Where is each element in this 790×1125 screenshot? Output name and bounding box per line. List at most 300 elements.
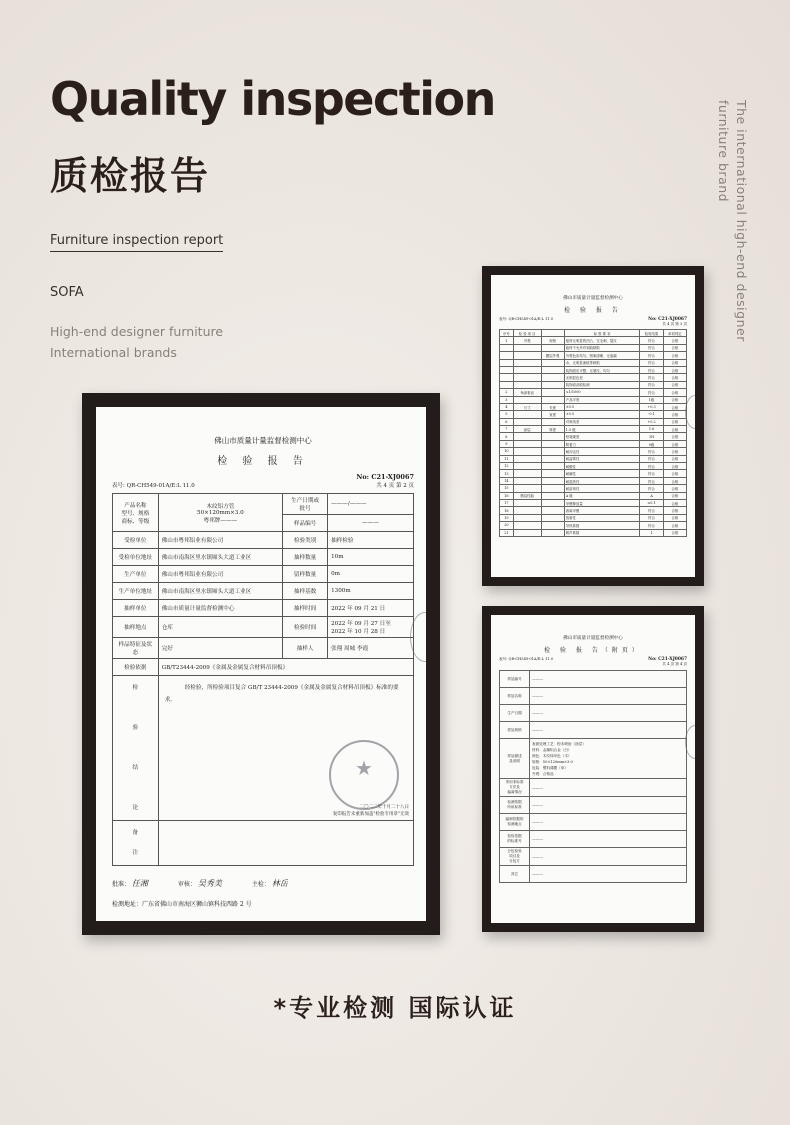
table-cell: 符合: [640, 366, 663, 373]
table-cell: 耐冲击性: [564, 448, 640, 455]
table-cell: 合格: [663, 492, 686, 499]
table-row: [113, 600, 414, 617]
table-cell: [513, 507, 541, 514]
field-label: 分包检验 项目及 分包方: [500, 848, 530, 866]
table-cell: 8: [500, 433, 514, 440]
table-cell: 2: [500, 389, 514, 396]
field-value: 佛山市粤邦铝业有限公司: [158, 566, 282, 583]
appendix-report-frame: [482, 606, 704, 932]
vertical-line-1: The international high-end designer: [734, 100, 749, 342]
main-report-frame: [82, 393, 440, 935]
field-label: 受检单位地址: [113, 549, 159, 566]
main-inspector-signature: 林岳: [271, 879, 288, 888]
field-label: 样品名称: [500, 688, 530, 705]
field-label: 抽样基数: [283, 583, 328, 600]
appendix-org: 佛山市质量计量监督检测中心: [563, 636, 623, 641]
table-cell: [513, 366, 541, 373]
table-cell: 19: [500, 514, 514, 521]
table-cell: [541, 433, 564, 440]
table-cell: 合格: [663, 337, 686, 344]
table-cell: 16: [500, 492, 514, 499]
table-cell: 符合: [640, 463, 663, 470]
table-cell: [513, 448, 541, 455]
table-cell: 合格: [663, 470, 686, 477]
report-meta: [112, 473, 414, 489]
table-cell: [541, 440, 564, 447]
table-cell: [541, 448, 564, 455]
table-cell: 18: [500, 507, 514, 514]
field-label: 生产日期或 批号: [283, 494, 328, 515]
table-cell: 宽度: [541, 411, 564, 418]
table-row: [500, 337, 687, 344]
table-row: [500, 492, 687, 499]
table-cell: [541, 359, 564, 366]
table-cell: [513, 359, 541, 366]
field-label: 样品规格: [500, 722, 530, 739]
table-cell: [513, 374, 541, 381]
table-cell: 合格: [663, 396, 686, 403]
table-cell: [513, 455, 541, 462]
brand-description: [50, 321, 223, 363]
field-value: ———: [328, 515, 414, 532]
field-label: 样品编号: [500, 671, 530, 688]
table-cell: [541, 389, 564, 396]
field-label: 产品名称 型号、规格 商标、等级: [113, 494, 159, 532]
table-cell: 耐盐雾性: [564, 455, 640, 462]
field-value: ———: [530, 831, 687, 848]
results-meta: [499, 317, 687, 327]
inspection-report-link[interactable]: Furniture inspection report: [50, 233, 223, 252]
field-label: 生产单位地址: [113, 583, 159, 600]
approve-label: 批准： 任湘: [112, 879, 148, 888]
table-row: [500, 381, 687, 388]
table-cell: [541, 529, 564, 536]
table-cell: [513, 344, 541, 351]
table-cell: 板材不允许有划痕缺陷: [564, 344, 640, 351]
table-row: [500, 418, 687, 425]
appendix-title: 检 验 报 告（附页）: [544, 647, 642, 654]
table-cell: 附着力: [564, 440, 640, 447]
table-cell: 1H: [640, 433, 663, 440]
table-cell: 耐碱性: [564, 470, 640, 477]
table-cell: 1: [500, 337, 514, 344]
table-cell: 燃烧性能: [513, 492, 541, 499]
appendix-table: [499, 670, 687, 883]
conclusion-row: [113, 676, 414, 821]
table-cell: [513, 433, 541, 440]
table-cell: 符合: [640, 470, 663, 477]
table-row: [500, 463, 687, 470]
table-cell: 11: [500, 455, 514, 462]
table-row: [500, 831, 687, 848]
table-cell: 合格: [663, 359, 686, 366]
official-seal: [329, 740, 399, 810]
table-row: [500, 366, 687, 373]
field-value: 张翔 周城 李霞: [328, 638, 414, 659]
table-cell: 符合: [640, 337, 663, 344]
review-label: 审核： 吴秀美: [177, 879, 222, 888]
table-row: [500, 688, 687, 705]
table-cell: [500, 366, 514, 373]
table-cell: 尺寸: [513, 403, 541, 410]
table-cell: [541, 344, 564, 351]
table-cell: [541, 470, 564, 477]
table-row: [500, 403, 687, 410]
table-cell: 21: [500, 529, 514, 536]
basis-value: GB/T23444-2009《金属及金属复合材料吊顶板》: [158, 659, 413, 676]
table-cell: 符合: [640, 381, 663, 388]
table-header-row: [500, 330, 687, 337]
field-value: ———: [530, 688, 687, 705]
field-value: ———: [530, 866, 687, 883]
table-cell: 14: [500, 477, 514, 484]
table-cell: 符合: [640, 374, 663, 381]
table-cell: 符合: [640, 352, 663, 359]
table-cell: A 级: [564, 492, 640, 499]
appendix-report-paper: [491, 615, 695, 923]
table-row: [500, 455, 687, 462]
table-cell: 15: [500, 485, 514, 492]
table-row: [500, 522, 687, 529]
table-cell: [541, 499, 564, 506]
table-cell: 耐酸性: [564, 463, 640, 470]
table-cell: 20: [500, 522, 514, 529]
table-cell: 导热系数: [564, 522, 640, 529]
table-cell: [513, 463, 541, 470]
table-row: [500, 779, 687, 797]
field-value: 佛山市粤邦铝业有限公司: [158, 532, 282, 549]
report-org: 佛山市质量计量监督检测中心: [214, 436, 312, 445]
results-org: 佛山市质量计量监督检测中心: [563, 296, 623, 301]
table-cell: 3: [500, 396, 514, 403]
table-cell: [513, 418, 541, 425]
table-cell: [500, 352, 514, 359]
table-cell: 符合: [640, 507, 663, 514]
table-cell: 合格: [663, 426, 686, 433]
table-row: [500, 389, 687, 396]
table-cell: 1: [640, 529, 663, 536]
table-cell: ≤1/1000: [564, 389, 640, 396]
table-row: [500, 396, 687, 403]
table-row: [500, 814, 687, 831]
field-label: 生产日期: [500, 705, 530, 722]
main-report-table: [112, 493, 414, 866]
table-cell: [541, 374, 564, 381]
table-cell: 合格: [663, 448, 686, 455]
table-cell: 符合: [640, 477, 663, 484]
table-row: [500, 433, 687, 440]
field-label: 编制依据的 检测地点: [500, 814, 530, 831]
table-cell: 合格: [663, 344, 686, 351]
appendix-report-number: No: C21-XJ0067: [648, 657, 687, 662]
field-label: 检验依据 的标准号: [500, 831, 530, 848]
appendix-pages: 共 4 页 第 4 页: [662, 662, 687, 666]
column-header: 单项判定: [663, 330, 686, 337]
table-cell: 符合: [640, 389, 663, 396]
category-label: SOFA: [50, 285, 84, 300]
table-row: [500, 866, 687, 883]
desc-line-1: High-end designer furniture: [50, 324, 224, 339]
remark-label: 备 注: [113, 821, 159, 866]
field-value: ———: [530, 722, 687, 739]
page-title-cn: 质检报告: [50, 154, 211, 198]
table-cell: 7: [500, 426, 514, 433]
field-label: 抽样单位: [113, 600, 159, 617]
results-report-number: No: C21-XJ0067: [648, 317, 687, 322]
results-table: [499, 329, 687, 537]
table-row: [500, 411, 687, 418]
table-row: [113, 583, 414, 600]
table-cell: 合格: [663, 433, 686, 440]
field-value: ———: [530, 848, 687, 866]
table-cell: 合格: [663, 374, 686, 381]
table-cell: 水、无明显流痕等缺陷: [564, 359, 640, 366]
table-cell: [513, 514, 541, 521]
column-header: 标 准 要 求: [564, 330, 640, 337]
table-cell: 合格: [663, 411, 686, 418]
table-cell: [541, 477, 564, 484]
table-row: [500, 352, 687, 359]
table-cell: 9: [500, 440, 514, 447]
form-number: 表号: QR-CH549-01A/E:L 11.0: [112, 483, 195, 489]
table-cell: 无明显色差: [564, 374, 640, 381]
field-label: 样品特征及状态: [113, 638, 159, 659]
report-number: No: C21-XJ0067: [356, 473, 414, 481]
table-cell: [541, 463, 564, 470]
field-value: 2022 年 09 月 21 日: [328, 600, 414, 617]
field-value: 佛山市质量计量监督检测中心: [158, 600, 282, 617]
field-label: 生产单位: [113, 566, 159, 583]
table-cell: +0.3: [640, 403, 663, 410]
table-cell: [513, 499, 541, 506]
appendix-form-number: 表号: QR-CH549-01A/E:L 11.0: [499, 657, 554, 661]
table-row: [500, 848, 687, 866]
table-cell: 规格: [541, 337, 564, 344]
table-cell: A: [640, 492, 663, 499]
results-pages: 共 4 页 第 3 页: [662, 322, 687, 326]
field-value: 抽样检验: [328, 532, 414, 549]
table-cell: 1.5 级: [564, 426, 640, 433]
table-cell: 游离甲醛: [564, 507, 640, 514]
basis-label: 检验依据: [113, 659, 159, 676]
table-row: [500, 374, 687, 381]
approve-signature: 任湘: [131, 879, 148, 888]
table-row: [500, 477, 687, 484]
field-label: 抽样数量: [283, 549, 328, 566]
table-cell: 5: [500, 411, 514, 418]
table-cell: 合格: [663, 485, 686, 492]
field-value: 木纹铝方管 50×120mm×3.0 粤邦牌———: [158, 494, 282, 532]
table-cell: [541, 485, 564, 492]
table-cell: 合格: [663, 403, 686, 410]
table-row: [113, 659, 414, 676]
field-value: ———/———: [328, 494, 414, 515]
appendix-meta: [499, 657, 687, 667]
table-cell: [500, 344, 514, 351]
table-cell: 17: [500, 499, 514, 506]
table-row: [500, 529, 687, 536]
table-cell: ≤0.1: [640, 499, 663, 506]
table-cell: 合格: [663, 507, 686, 514]
conclusion-cell: [158, 676, 413, 821]
table-cell: 合格: [663, 463, 686, 470]
table-cell: 厚度: [541, 426, 564, 433]
table-cell: [541, 418, 564, 425]
table-row: [113, 532, 414, 549]
table-row: [500, 448, 687, 455]
table-cell: [513, 529, 541, 536]
desc-line-2: International brands: [50, 345, 177, 360]
results-report-paper: [491, 275, 695, 577]
table-cell: -0.1: [640, 411, 663, 418]
table-row: [500, 739, 687, 779]
conclusion-text: 经检验，所检验项目复合 GB/T 23444-2009《金属及金属复合材料吊顶板》标准的要求。: [164, 685, 399, 703]
table-cell: 膜层外观: [541, 352, 564, 359]
table-row: [500, 470, 687, 477]
table-cell: +0.2: [640, 418, 663, 425]
field-label: 检验类别: [283, 532, 328, 549]
table-row: [500, 705, 687, 722]
table-cell: [541, 507, 564, 514]
table-cell: [513, 477, 541, 484]
table-cell: 外观: [513, 337, 541, 344]
table-cell: [541, 492, 564, 499]
table-cell: 甲醛释放量: [564, 499, 640, 506]
table-cell: 1.6: [640, 426, 663, 433]
review-signature: 吴秀美: [197, 879, 222, 888]
table-cell: [541, 396, 564, 403]
table-cell: 符合: [640, 514, 663, 521]
field-value: ———: [530, 797, 687, 814]
table-cell: [513, 485, 541, 492]
table-cell: ±0.5: [564, 411, 640, 418]
results-title: 检 验 报 告: [564, 307, 622, 314]
table-cell: 合格: [663, 389, 686, 396]
table-row: [500, 671, 687, 688]
field-label: 样品描述 及说明: [500, 739, 530, 779]
main-report-paper: [96, 407, 426, 921]
conclusion-label: 检 验 结 论: [113, 676, 159, 821]
table-cell: [513, 352, 541, 359]
remark-value: [158, 821, 413, 866]
table-cell: 长度: [541, 403, 564, 410]
table-row: [500, 722, 687, 739]
table-cell: 装饰面应平整、无皱纹、均匀: [564, 366, 640, 373]
table-cell: 放射性: [564, 514, 640, 521]
table-cell: 外观色彩均匀、图案清晰、无渗漏: [564, 352, 640, 359]
vertical-tagline: [714, 100, 750, 342]
table-cell: [513, 396, 541, 403]
table-cell: 合格: [663, 381, 686, 388]
table-cell: 吸声系数: [564, 529, 640, 536]
table-cell: 产品平度: [564, 396, 640, 403]
field-label: 其它: [500, 866, 530, 883]
field-value: 表面处理工艺：粉末喷涂（涂层） 材料：金属铝合金（白） 颜色：木纹转印色（木） 规格：50×120mm×3.0 包装：塑料薄膜（单） 外观：合格品: [530, 739, 687, 779]
field-value: ———: [530, 705, 687, 722]
page-title-en: Quality inspection: [50, 72, 495, 126]
field-value: 0m: [328, 566, 414, 583]
field-label: 受检单位: [113, 532, 159, 549]
field-value: ———: [530, 779, 687, 797]
table-cell: 符合: [640, 522, 663, 529]
field-label: 留样数量: [283, 566, 328, 583]
table-row: [500, 359, 687, 366]
report-number-block: [356, 473, 414, 489]
remark-row: [113, 821, 414, 866]
table-cell: 合格: [663, 514, 686, 521]
table-cell: 合格: [663, 499, 686, 506]
table-cell: 1级: [640, 396, 663, 403]
table-row: [500, 507, 687, 514]
table-cell: 合格: [663, 366, 686, 373]
field-label: 检测依据 所用标准: [500, 797, 530, 814]
results-report-frame: [482, 266, 704, 586]
table-cell: 合格: [663, 522, 686, 529]
table-cell: 符合: [640, 485, 663, 492]
seal-note: 二〇二二年十月二十八日 复印报告未重新加盖"检验专用章"无效: [332, 805, 409, 817]
table-cell: 板材无明显的凹凸、支毛刺、裂纹: [564, 337, 640, 344]
table-cell: [541, 522, 564, 529]
table-cell: 角部垂直: [513, 389, 541, 396]
table-cell: 符合: [640, 455, 663, 462]
table-cell: 符合: [640, 344, 663, 351]
table-cell: 合格: [663, 418, 686, 425]
table-cell: [541, 381, 564, 388]
field-value: 佛山市南海区里水镇厢头大道工业区: [158, 583, 282, 600]
table-cell: 耐湿热性: [564, 477, 640, 484]
field-value: 1300m: [328, 583, 414, 600]
field-value: ———: [530, 814, 687, 831]
table-cell: [541, 366, 564, 373]
table-cell: 6: [500, 418, 514, 425]
table-row: [500, 514, 687, 521]
table-cell: 装饰面刮痕检测: [564, 381, 640, 388]
table-cell: [513, 522, 541, 529]
table-cell: [500, 374, 514, 381]
vertical-line-2: furniture brand: [716, 100, 731, 203]
field-value: 2022 年 09 月 27 日至 2022 年 10 月 28 日: [328, 617, 414, 638]
field-label: 样品编号: [283, 515, 328, 532]
table-cell: [513, 411, 541, 418]
column-header: 检验结果: [640, 330, 663, 337]
signature-row: [112, 878, 414, 889]
field-label: 抽样时间: [283, 600, 328, 617]
table-cell: [541, 514, 564, 521]
table-row: [500, 499, 687, 506]
table-row: [500, 426, 687, 433]
table-row: [500, 485, 687, 492]
table-row: [500, 344, 687, 351]
field-label: 抽样地点: [113, 617, 159, 638]
table-cell: 耐溶剂性: [564, 485, 640, 492]
field-value: ———: [530, 671, 687, 688]
table-cell: [513, 381, 541, 388]
table-cell: [500, 359, 514, 366]
table-cell: [541, 455, 564, 462]
column-header: [541, 330, 564, 337]
main-inspector-label: 主检： 林岳: [251, 879, 288, 888]
column-header: 序号: [500, 330, 514, 337]
field-value: 仓库: [158, 617, 282, 638]
table-cell: 12: [500, 463, 514, 470]
table-cell: [513, 470, 541, 477]
table-cell: 合格: [663, 477, 686, 484]
table-cell: ±0.5: [564, 403, 640, 410]
field-value: 10m: [328, 549, 414, 566]
field-value: 完好: [158, 638, 282, 659]
table-cell: 0级: [640, 440, 663, 447]
table-cell: [513, 440, 541, 447]
